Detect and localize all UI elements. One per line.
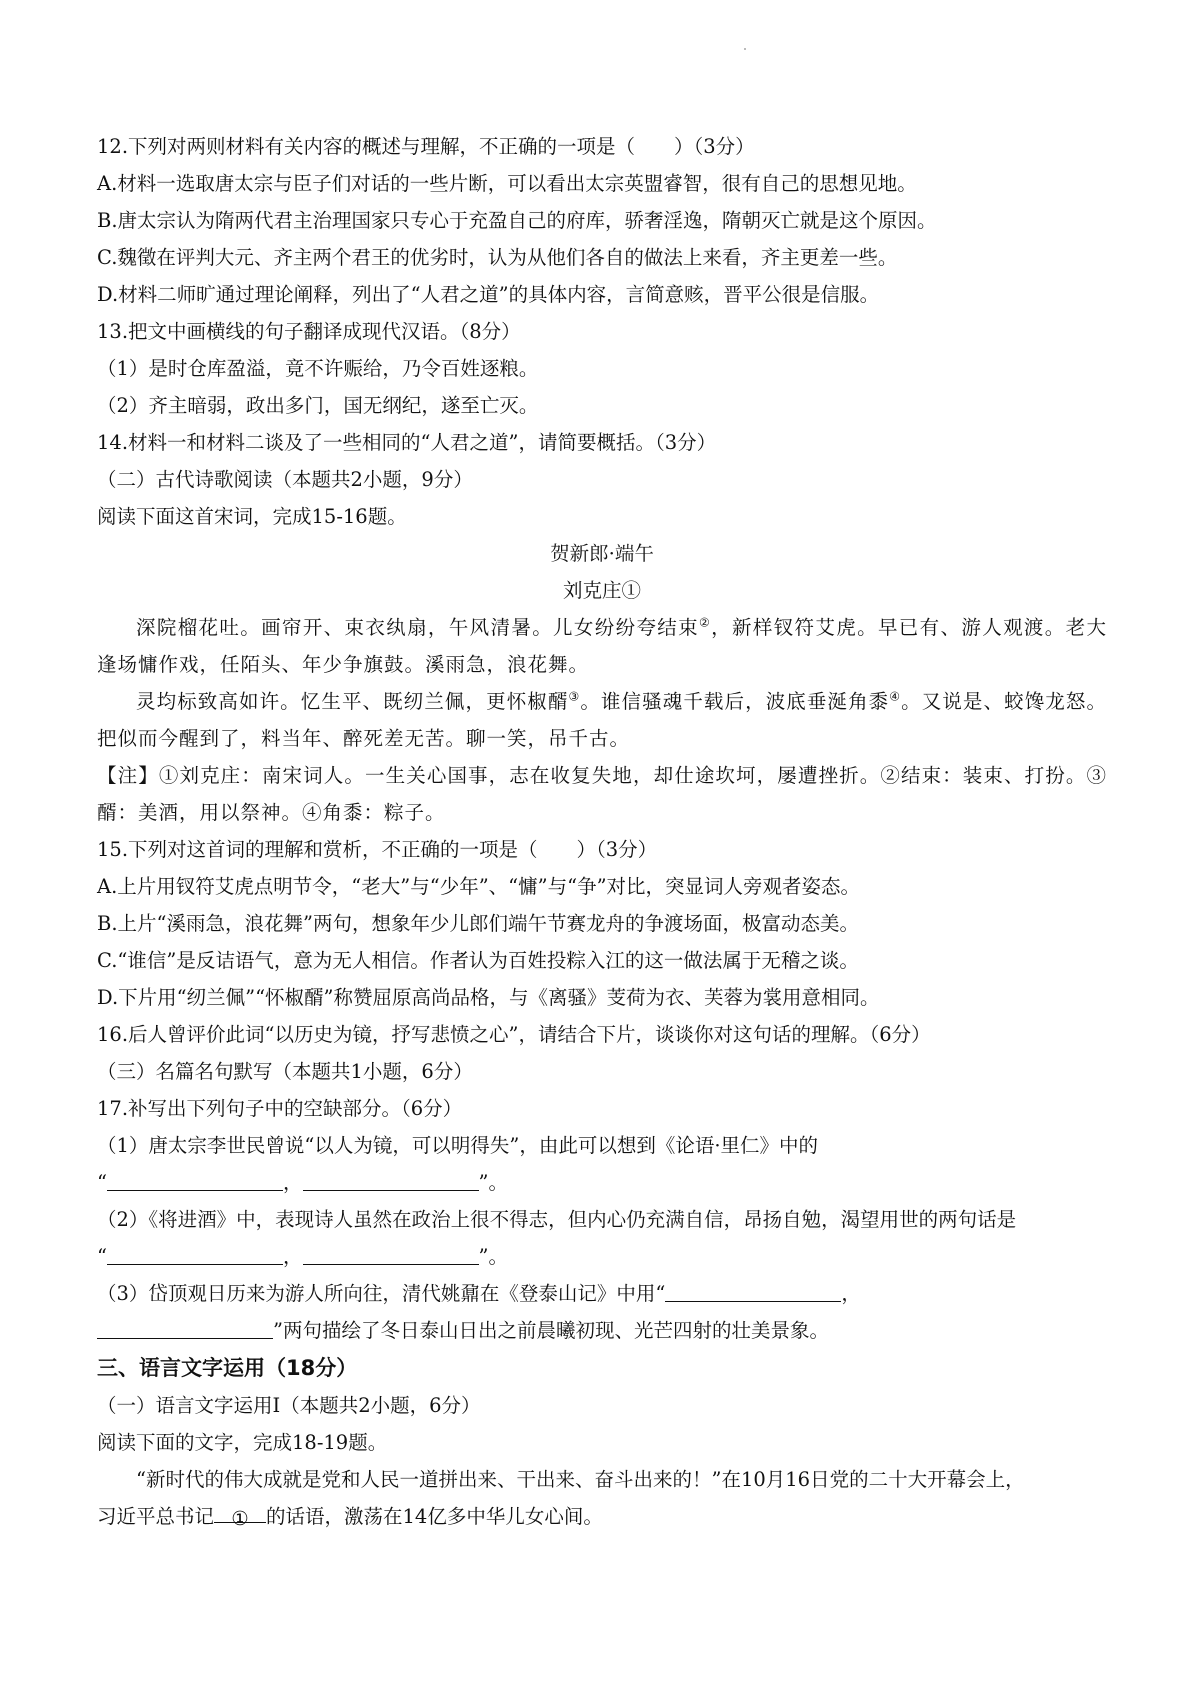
quote-close: ”。 [478,1171,508,1194]
poem-stanza-2-text-b: 。谁信骚魂千载后，波底垂涎角黍 [580,690,890,713]
q15-option-a: A.上片用钗符艾虎点明节令，“老大”与“少年”、“慵”与“争”对比，突显词人旁观者姿态。 [97,875,861,898]
author-note-mark: ① [621,579,642,602]
poem-author: 刘克庄 [562,579,622,602]
poem-notes: 【注】①刘克庄：南宋词人。一生关心国事，志在收复失地，却仕途坎坷，屡遭挫折。②结束：装束、打扮。③醑：美酒，用以祭神。④角黍：粽子。 [97,764,1107,824]
note-mark-3: ③ [568,689,581,704]
q13-sentence-2: （2）齐主暗弱，政出多门，国无纲纪，遂至亡灭。 [97,394,539,417]
note-mark-2: ② [699,615,712,630]
answer-blank[interactable] [107,1168,283,1191]
part3-heading: （三）名篇名句默写（本题共1小题，6分） [97,1060,473,1083]
comma: ， [282,1171,303,1194]
poem-stanza-1-text-a: 深院榴花吐。画帘开、束衣纨扇，午风清暑。儿女纷纷夸结束 [136,616,700,639]
q16-stem: 16.后人曾评价此词“以历史为镜，抒写悲愤之心”，请结合下片，谈谈你对这句话的理解。（6分） [97,1023,931,1046]
section3-subheading: （一）语言文字运用I（本题共2小题，6分） [97,1394,481,1417]
quote-close: ”。 [478,1245,508,1268]
poem-stanza-2-text-a: 灵均标致高如许。忆生平、既纫兰佩，更怀椒醑 [136,690,569,713]
q12-option-c: C.魏徵在评判大元、齐主两个君王的优劣时，认为从他们各自的做法上来看，齐主更差一些。 [97,246,898,269]
comma: ， [282,1245,303,1268]
quote-open: “ [97,1171,107,1194]
q17-sub-3-text: （3）岱顶观日历来为游人所向往，清代姚鼐在《登泰山记》中用“ [97,1282,666,1305]
poem-stanza-1-text-b: ，新样钗符艾虎。早已有、游人观渡。老大逢场慵作戏，任陌头、年少争旗鼓。溪雨急，浪花舞。 [97,616,1107,676]
q17-sub-2: （2）《将进酒》中，表现诗人虽然在政治上很不得志，但内心仍充满自信，昂扬自勉，渴望用世的两句话是 [97,1208,1017,1231]
poem-title: 贺新郎·端午 [550,542,654,565]
q17-sub-2-answer [97,1238,1107,1275]
poem-author-line [97,572,1107,609]
poem-stanza-2-text-c: 。又说是、蛟馋龙怒。把似而今醒到了，料当年、醉死差无苦。聊一笑，吊千古。 [97,690,1107,750]
passage-text: 习近平总书记 [97,1505,215,1528]
section3-heading: 三、语言文字运用（18分） [97,1356,358,1380]
blank-number: ① [231,1507,249,1530]
answer-blank[interactable] [303,1168,479,1191]
q17-sub-1-answer [97,1164,1107,1201]
poem-stanza-2 [97,683,1107,757]
passage-line-1: “新时代的伟大成就是党和人民一道拼出来、干出来、奋斗出来的！”在10月16日党的二十大开幕会上， [136,1468,1025,1491]
answer-blank[interactable] [303,1242,479,1265]
q15-option-d: D.下片用“纫兰佩”“怀椒醑”称赞屈原高尚品格，与《离骚》芰荷为衣、芙蓉为裳用意相同。 [97,986,880,1009]
q13-sentence-1: （1）是时仓库盈溢，竟不许赈给，乃令百姓逐粮。 [97,357,539,380]
answer-blank[interactable] [107,1242,283,1265]
q17-sub-1: （1）唐太宗李世民曾说“以人为镜，可以明得失”，由此可以想到《论语·里仁》中的 [97,1134,819,1157]
poem-stanza-1 [97,609,1107,683]
q15-option-b: B.上片“溪雨急，浪花舞”两句，想象年少儿郎们端午节赛龙舟的争渡场面，极富动态美。 [97,912,859,935]
q12-option-b: B.唐太宗认为隋两代君主治理国家只专心于充盈自己的府库，骄奢淫逸，隋朝灭亡就是这个原因。 [97,209,937,232]
q14-stem: 14.材料一和材料二谈及了一些相同的“人君之道”，请简要概括。（3分） [97,431,717,454]
scan-speck [744,48,746,50]
part2-heading: （二）古代诗歌阅读（本题共2小题，9分） [97,468,473,491]
quote-open: “ [97,1245,107,1268]
exam-page [97,128,1107,1535]
q17-sub-3-tail: ”两句描绘了冬日泰山日出之前晨曦初现、光芒四射的壮美景象。 [273,1319,829,1342]
q17-stem: 17.补写出下列句子中的空缺部分。（6分） [97,1097,463,1120]
part2-intro: 阅读下面这首宋词，完成15-16题。 [97,505,407,528]
q15-option-c: C.“谁信”是反诘语气，意为无人相信。作者认为百姓投粽入江的这一做法属于无稽之谈。 [97,949,859,972]
q12-option-d: D.材料二师旷通过理论阐释，列出了“人君之道”的具体内容，言简意赅，晋平公很是信服。 [97,283,880,306]
answer-blank[interactable] [97,1316,273,1339]
q12-stem: 12.下列对两则材料有关内容的概述与理解，不正确的一项是（ ）（3分） [97,135,755,158]
passage-text: 的话语，激荡在14亿多中华儿女心间。 [266,1505,603,1528]
note-mark-4: ④ [889,689,902,704]
q17-sub-3-continued [97,1312,1107,1349]
comma: ， [841,1282,861,1305]
q12-option-a: A.材料一选取唐太宗与臣子们对话的一些片断，可以看出太宗英盟睿智，很有自己的思想见地。 [97,172,917,195]
q15-stem: 15.下列对这首词的理解和赏析，不正确的一项是（ ）（3分） [97,838,658,861]
passage-line-2 [97,1498,1107,1535]
section3-intro: 阅读下面的文字，完成18-19题。 [97,1431,388,1454]
q17-sub-3 [97,1275,1107,1312]
q13-stem: 13.把文中画横线的句子翻译成现代汉语。（8分） [97,320,521,343]
answer-blank[interactable] [665,1279,841,1302]
fill-blank-1[interactable] [214,1500,266,1530]
